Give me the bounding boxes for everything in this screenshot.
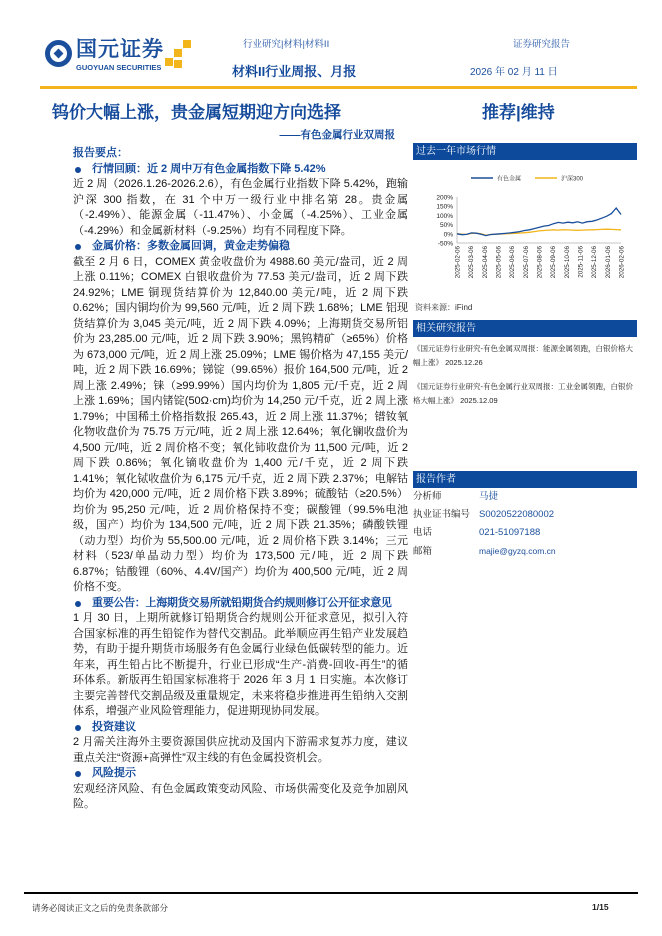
logo-square-icon (174, 60, 182, 68)
market-panel-header: 过去一年市场行情 (413, 143, 637, 160)
x-tick-label: 2025-10-06 (563, 246, 571, 279)
author-value: S0020522080002 (479, 509, 555, 520)
section-body: 宏观经济风险、有色金属政策变动风险、市场供需变化及竞争加剧风险。 (73, 782, 408, 810)
author-label: 电话 (413, 527, 433, 538)
company-logo (45, 38, 215, 72)
footer-disclaimer: 请务必阅读正文之后的免责条款部分 (32, 903, 169, 913)
section-title-text: 投资建议 (92, 720, 136, 733)
x-tick-label: 2026-02-06 (618, 246, 626, 279)
section-title (73, 766, 408, 782)
x-tick-label: 2025-08-06 (536, 246, 544, 279)
y-tick-label: -50% (437, 240, 453, 248)
bullet-icon (75, 167, 81, 173)
legend-label: 有色金属 (497, 176, 522, 183)
x-tick-label: 2025-03-06 (468, 246, 476, 279)
section-body: 2 月需关注海外主要资源国供应扰动及国内下游需求复苏力度，建议重点关注“资源+高弹性”双主线的有色金属投资机会。 (73, 736, 408, 764)
logo-square-icon (183, 40, 191, 48)
author-value: 马捷 (479, 491, 499, 502)
logo-square-icon (165, 58, 173, 66)
logo-mark-icon (45, 40, 72, 67)
bullet-icon (75, 601, 81, 607)
report-title: 钨价大幅上涨，贵金属短期迎方向选择 (52, 103, 341, 122)
section-title (73, 596, 408, 612)
section-body: 1 月 30 日，上期所就修订铅期货合约规则公开征求意见，拟引入符合国家标准的再生铅锭作为替代交割品。此举顺应再生铅产业发展趋势，有助于提升期货市场服务有色金属行业绿色低碳转型的能力。近年来，再生铅占比不断提升，行业已形成“生产-消费-回收-再生”的循环体系。新版再生铅国家标准将于 2026 年 3 月 1 日实施。本次修订主要完善替代交割品级及重量规定，未来将稳步推进再生铅纳入交割体系，增强产业风险管理能力，促进期现协同发展。 (73, 612, 408, 717)
report-subtitle: ——有色金属行业双周报 (279, 129, 395, 141)
x-tick-label: 2025-12-06 (591, 246, 599, 279)
section-title (73, 239, 408, 255)
x-tick-label: 2025-05-06 (495, 246, 503, 279)
section-body: 近 2 周（2026.1.26-2026.2.6），有色金属行业指数下降 5.42%，跑输沪深 300 指数，在 31 个中万一级行业中排名第 28。贵金属（-2.49%）、能源金属（-11.47%）、小金属（-4.25%）、工业金属（-4.29%）和金属新材料（-9.25%）均有不同程度下降。 (73, 178, 408, 237)
x-tick-label: 2025-11-06 (577, 246, 585, 278)
summary-heading: 报告要点： (73, 147, 128, 159)
section-title-text: 行情回顾：近 2 周中万有色金属指数下降 5.42% (92, 162, 326, 175)
section-body: 截至 2 月 6 日，COMEX 黄金收盘价为 4988.60 美元/盎司，近 2 周上涨 0.11%；COMEX 白银收盘价为 77.53 美元/盎司，近 2 周下跌 24.92%；LME 铜现货结算价为 12,840.00 美元/吨，近 2 周下跌 0.62%；国内铜均价为 99,560 元/吨，近 2 周下跌 1.68%；LME 铝现货结算价为 3,045 美元/吨，近 2 周下跌 4.09%；上海期货交易所铝价为 23,285.00 元/吨，近 2 周下跌 3.90%；黑钨精矿（≥65%）价格为 673,000 元/吨，近 2 周上涨 25.09%；LME 锡价格为 47,155 美元/吨，近 2 周下跌 16.69%；锑锭（99.65%）报价 164,500 元/吨，近 2 周上涨 2.49%；铼（≥99.99%）国内均价为 1,805 元/千克，近 2 周上涨 1.69%；国内锗锭(50Ω·cm)均价为 14,250 元/千克，近 2 周上涨 1.79%；中国稀土价格指数报 265.43，近 2 周上涨 11.37%；镨钕氧化物收盘价为 75.75 万元/吨，近 2 周上涨 12.64%；氧化镧收盘价为 4,500 元/吨，近 2 周价格不变；氧化铈收盘价为 11,500 元/吨，近 2 周下跌 0.86%；氧化镝收盘价为 1,400 元/千克，近 2 周下跌 1.41%；氧化铽收盘价为 6,175 元/千克，近 2 周下跌 2.37%；电解钴均价为 420,000 元/吨，近 2 周价格下跌 3.89%；硫酸钴（≥20.5%）均价为 95,250 元/吨，近 2 周价格保持不变；碳酸锂（99.5%电池级，国产）均价为 134,500 元/吨，近 2 周下跌 21.35%；磷酸铁锂（动力型）均价为 55,500.00 元/吨，近 2 周价格下跌 3.14%；三元材料（523/单晶动力型）均价为 173,500 元/吨，近 2 周下跌 6.87%；钴酸锂（60%、4.4V/国产）均价为 400,500 元/吨，近 2 周价格不变。 (73, 255, 409, 593)
footer-rule (24, 892, 638, 894)
bullet-icon (75, 725, 81, 731)
author-label: 执业证书编号 (413, 509, 471, 520)
x-tick-label: 2026-01-06 (604, 246, 612, 279)
legend-label: 沪深300 (561, 176, 584, 183)
market-chart (413, 165, 637, 305)
logo-en: GUOYUAN SECURITIES (76, 63, 162, 72)
related-header: 相关研究报告 (413, 320, 637, 337)
x-tick-label: 2025-04-06 (481, 246, 489, 279)
x-tick-label: 2025-02-06 (454, 246, 462, 279)
report-date: 2026 年 02 月 11 日 (470, 67, 558, 78)
y-tick-label: 200% (436, 194, 453, 202)
y-tick-label: 0% (443, 231, 453, 239)
header-rule (40, 86, 637, 89)
related-report-date: 2025.12.09 (460, 396, 498, 405)
bullet-icon (75, 771, 81, 777)
report-type: 材料II行业周报、月报 (232, 64, 357, 79)
author-email-link[interactable]: majie@gyzq.com.cn (479, 546, 556, 556)
logo-cn: 国元证券 (76, 38, 164, 61)
category-breadcrumb: 行业研究|材料|材料II (243, 39, 330, 50)
author-label: 分析师 (413, 491, 442, 502)
author-label: 邮箱 (413, 546, 433, 557)
section-title-text: 金属价格：多数金属回调，黄金走势偏稳 (92, 240, 290, 252)
section-title (73, 720, 408, 736)
x-tick-label: 2025-06-06 (509, 246, 517, 279)
y-tick-label: 50% (439, 222, 453, 230)
y-tick-label: 100% (436, 212, 453, 220)
related-report-title: 《国元证券行业研究-有色金属双周报：能源金属领跑，白银价格大幅上涨》 (413, 344, 633, 367)
author-row (413, 545, 556, 558)
section-title (73, 162, 408, 178)
rating: 推荐|维持 (482, 103, 555, 122)
x-tick-label: 2025-07-06 (522, 246, 530, 279)
section-title-text: 重要公告：上海期货交易所就铅期货合约规则修订公开征求意见 (92, 596, 392, 609)
author-value: 021-51097188 (479, 527, 541, 538)
logo-square-icon (174, 49, 182, 57)
author-header: 报告作者 (413, 471, 637, 488)
summary (73, 146, 408, 813)
author-row (413, 491, 498, 503)
chart-source: 资料来源：iFind (415, 303, 473, 312)
related-report-title: 《国元证券行业研究-有色金属行业双周报：工业金属领跑，白银价格大幅上涨》 (413, 382, 633, 405)
author-row (413, 509, 554, 521)
page-number: 1/15 (592, 902, 609, 912)
section-title-text: 风险提示 (92, 767, 136, 779)
related-report[interactable] (413, 342, 637, 370)
doc-type: 证券研究报告 (513, 39, 571, 50)
x-tick-label: 2025-09-06 (550, 246, 558, 279)
related-report-date: 2025.12.26 (445, 358, 483, 367)
y-tick-label: 150% (436, 203, 453, 211)
related-reports-list (413, 342, 637, 418)
author-row (413, 527, 540, 539)
bullet-icon (75, 244, 81, 250)
related-report[interactable] (413, 380, 637, 408)
